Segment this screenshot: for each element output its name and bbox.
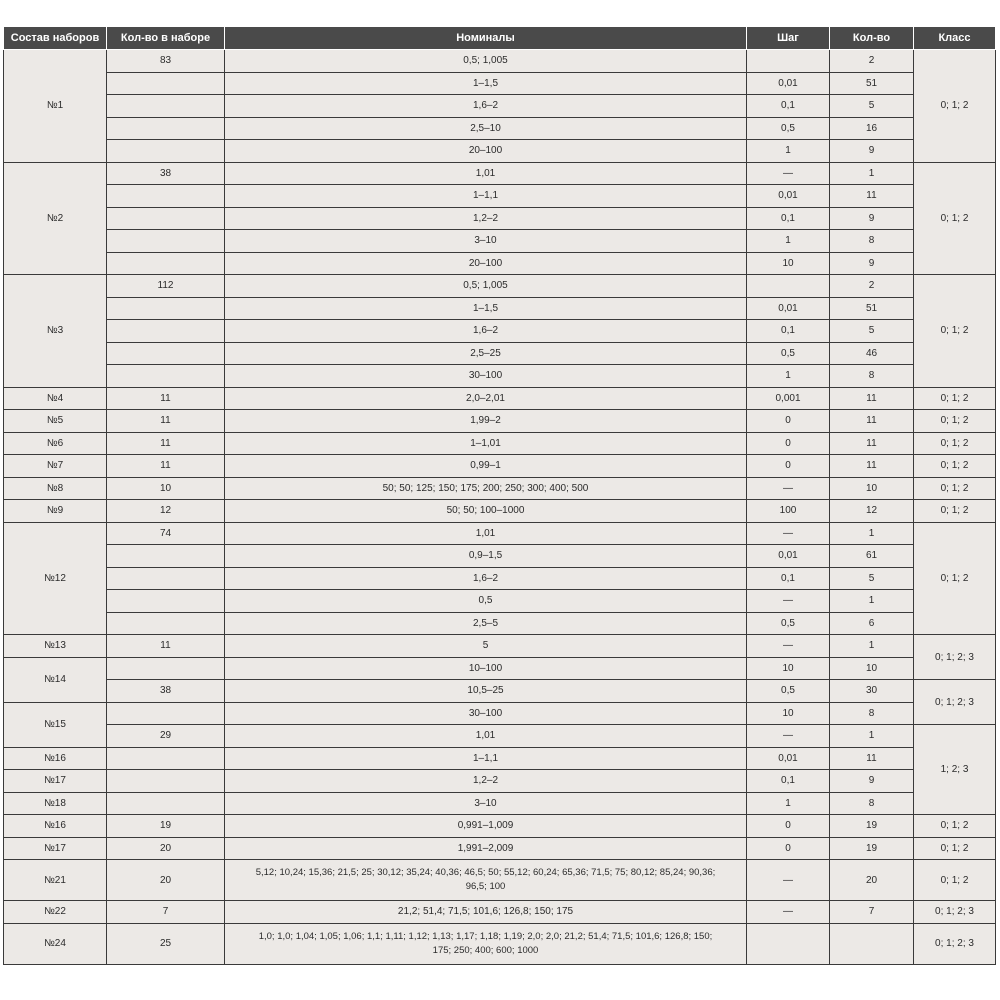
set-cell: №24 xyxy=(4,923,107,964)
set-cell: №14 xyxy=(4,657,107,702)
step-cell: 10 xyxy=(747,252,830,275)
nominal-cell: 50; 50; 125; 150; 175; 200; 250; 300; 400; 500 xyxy=(225,477,747,500)
step-cell: 0,5 xyxy=(747,680,830,703)
qty-cell xyxy=(107,747,225,770)
table-row xyxy=(4,252,996,275)
nominal-cell: 30–100 xyxy=(225,365,747,388)
step-cell: 0,1 xyxy=(747,770,830,793)
count-cell: 61 xyxy=(830,545,914,568)
class-cell: 0; 1; 2 xyxy=(914,455,996,478)
count-cell: 8 xyxy=(830,365,914,388)
qty-cell xyxy=(107,792,225,815)
header-step: Шаг xyxy=(747,27,830,50)
step-cell: — xyxy=(747,522,830,545)
step-cell: 0,5 xyxy=(747,117,830,140)
class-cell: 0; 1; 2; 3 xyxy=(914,923,996,964)
table-row xyxy=(4,72,996,95)
qty-cell: 29 xyxy=(107,725,225,748)
qty-cell: 19 xyxy=(107,815,225,838)
table-row xyxy=(4,545,996,568)
table-row xyxy=(4,162,996,185)
count-cell: 10 xyxy=(830,657,914,680)
nominal-cell: 30–100 xyxy=(225,702,747,725)
nominal-cell: 1,6–2 xyxy=(225,95,747,118)
qty-cell: 11 xyxy=(107,635,225,658)
set-cell: №4 xyxy=(4,387,107,410)
qty-cell xyxy=(107,185,225,208)
table-row xyxy=(4,455,996,478)
qty-cell: 11 xyxy=(107,432,225,455)
set-cell: №12 xyxy=(4,522,107,635)
table-row xyxy=(4,567,996,590)
nominal-cell: 0,5; 1,005 xyxy=(225,275,747,298)
count-cell: 16 xyxy=(830,117,914,140)
count-cell: 8 xyxy=(830,230,914,253)
table-row xyxy=(4,230,996,253)
header-count: Кол-во xyxy=(830,27,914,50)
count-cell: 1 xyxy=(830,635,914,658)
nominal-cell xyxy=(225,923,747,964)
class-cell: 0; 1; 2 xyxy=(914,815,996,838)
nominal-cell: 50; 50; 100–1000 xyxy=(225,500,747,523)
qty-cell xyxy=(107,657,225,680)
table-row xyxy=(4,702,996,725)
qty-cell: 83 xyxy=(107,50,225,73)
count-cell: 5 xyxy=(830,95,914,118)
class-cell: 0; 1; 2; 3 xyxy=(914,635,996,680)
table-row xyxy=(4,747,996,770)
nominal-cell: 1,6–2 xyxy=(225,320,747,343)
nominal-cell: 2,5–5 xyxy=(225,612,747,635)
step-cell: 1 xyxy=(747,230,830,253)
table-row xyxy=(4,725,996,748)
step-cell: — xyxy=(747,901,830,924)
count-cell: 1 xyxy=(830,162,914,185)
nominal-cell: 10–100 xyxy=(225,657,747,680)
table-row xyxy=(4,590,996,613)
count-cell: 8 xyxy=(830,792,914,815)
count-cell: 1 xyxy=(830,522,914,545)
qty-cell xyxy=(107,207,225,230)
count-cell: 9 xyxy=(830,207,914,230)
step-cell: 0,01 xyxy=(747,297,830,320)
class-cell: 0; 1; 2 xyxy=(914,162,996,275)
table-row xyxy=(4,297,996,320)
table-row xyxy=(4,50,996,73)
count-cell: 5 xyxy=(830,567,914,590)
nominal-cell xyxy=(225,860,747,901)
qty-cell: 112 xyxy=(107,275,225,298)
table-row xyxy=(4,387,996,410)
table-row xyxy=(4,95,996,118)
qty-cell: 20 xyxy=(107,837,225,860)
qty-cell xyxy=(107,297,225,320)
set-cell: №16 xyxy=(4,747,107,770)
count-cell: 9 xyxy=(830,770,914,793)
count-cell: 2 xyxy=(830,275,914,298)
nominal-cell: 1,99–2 xyxy=(225,410,747,433)
step-cell: 10 xyxy=(747,702,830,725)
step-cell xyxy=(747,923,830,964)
set-cell: №9 xyxy=(4,500,107,523)
nominal-line: 5,12; 10,24; 15,36; 21,5; 25; 30,12; 35,24; 40,36; 46,5; 50; 55,12; 60,24; 65,36; 71,5; 75; 80,12; 85,24; 90,36; xyxy=(255,867,716,878)
step-cell: 0 xyxy=(747,410,830,433)
table-row xyxy=(4,365,996,388)
set-cell: №18 xyxy=(4,792,107,815)
set-cell: №21 xyxy=(4,860,107,901)
count-cell: 51 xyxy=(830,72,914,95)
set-cell: №6 xyxy=(4,432,107,455)
class-cell: 0; 1; 2; 3 xyxy=(914,680,996,725)
step-cell: 0,5 xyxy=(747,342,830,365)
set-cell: №3 xyxy=(4,275,107,388)
set-cell: №2 xyxy=(4,162,107,275)
step-cell: 0 xyxy=(747,432,830,455)
count-cell: 11 xyxy=(830,387,914,410)
step-cell: 0,1 xyxy=(747,95,830,118)
table-row xyxy=(4,320,996,343)
count-cell: 6 xyxy=(830,612,914,635)
class-cell: 0; 1; 2 xyxy=(914,477,996,500)
table-row xyxy=(4,837,996,860)
step-cell: 0,01 xyxy=(747,747,830,770)
step-cell: 0,01 xyxy=(747,185,830,208)
qty-cell xyxy=(107,252,225,275)
qty-cell xyxy=(107,117,225,140)
count-cell: 2 xyxy=(830,50,914,73)
header-nominals: Номиналы xyxy=(225,27,747,50)
class-cell: 0; 1; 2 xyxy=(914,860,996,901)
qty-cell xyxy=(107,545,225,568)
nominal-cell: 1–1,5 xyxy=(225,297,747,320)
qty-cell xyxy=(107,567,225,590)
count-cell: 11 xyxy=(830,455,914,478)
step-cell: — xyxy=(747,477,830,500)
step-cell xyxy=(747,275,830,298)
nominal-cell: 3–10 xyxy=(225,792,747,815)
step-cell: 0,1 xyxy=(747,320,830,343)
nominal-cell: 20–100 xyxy=(225,252,747,275)
header-set: Состав наборов xyxy=(4,27,107,50)
qty-cell: 11 xyxy=(107,455,225,478)
set-cell: №15 xyxy=(4,702,107,747)
table-row xyxy=(4,477,996,500)
class-cell: 0; 1; 2; 3 xyxy=(914,901,996,924)
table-row xyxy=(4,657,996,680)
class-cell: 0; 1; 2 xyxy=(914,387,996,410)
nominal-cell: 5 xyxy=(225,635,747,658)
count-cell xyxy=(830,923,914,964)
set-cell: №22 xyxy=(4,901,107,924)
nominal-cell: 2,5–10 xyxy=(225,117,747,140)
nominal-cell: 0,991–1,009 xyxy=(225,815,747,838)
count-cell: 10 xyxy=(830,477,914,500)
qty-cell xyxy=(107,612,225,635)
class-cell: 0; 1; 2 xyxy=(914,50,996,163)
count-cell: 11 xyxy=(830,747,914,770)
table-row xyxy=(4,635,996,658)
count-cell: 46 xyxy=(830,342,914,365)
count-cell: 11 xyxy=(830,410,914,433)
step-cell: 1 xyxy=(747,792,830,815)
table-row xyxy=(4,612,996,635)
qty-cell: 25 xyxy=(107,923,225,964)
count-cell: 5 xyxy=(830,320,914,343)
table-row xyxy=(4,140,996,163)
step-cell xyxy=(747,50,830,73)
qty-cell xyxy=(107,702,225,725)
qty-cell: 74 xyxy=(107,522,225,545)
nominal-cell: 0,99–1 xyxy=(225,455,747,478)
step-cell: — xyxy=(747,162,830,185)
step-cell: — xyxy=(747,635,830,658)
nominal-cell: 1,01 xyxy=(225,725,747,748)
set-cell: №8 xyxy=(4,477,107,500)
step-cell: 0 xyxy=(747,815,830,838)
step-cell: 0,1 xyxy=(747,207,830,230)
nominal-line: 1,0; 1,0; 1,04; 1,05; 1,06; 1,1; 1,11; 1,12; 1,13; 1,17; 1,18; 1,19; 2,0; 2,0; 21,2; 51,4; 71,5; 101,6; 126,8; 150; xyxy=(258,930,713,942)
header-class: Класс xyxy=(914,27,996,50)
set-cell: №5 xyxy=(4,410,107,433)
class-cell: 0; 1; 2 xyxy=(914,275,996,388)
nominal-cell: 1,6–2 xyxy=(225,567,747,590)
table-row xyxy=(4,901,996,924)
table-row xyxy=(4,275,996,298)
nominal-cell: 0,5 xyxy=(225,590,747,613)
count-cell: 9 xyxy=(830,252,914,275)
set-cell: №1 xyxy=(4,50,107,163)
count-cell: 19 xyxy=(830,815,914,838)
qty-cell xyxy=(107,365,225,388)
count-cell: 9 xyxy=(830,140,914,163)
nominal-cell: 20–100 xyxy=(225,140,747,163)
step-cell: 0,01 xyxy=(747,545,830,568)
header-row xyxy=(4,27,996,50)
nominal-cell: 1–1,1 xyxy=(225,185,747,208)
class-cell: 0; 1; 2 xyxy=(914,522,996,635)
count-cell: 12 xyxy=(830,500,914,523)
nominal-cell: 0,9–1,5 xyxy=(225,545,747,568)
step-cell: 0,1 xyxy=(747,567,830,590)
set-cell: №13 xyxy=(4,635,107,658)
step-cell: — xyxy=(747,860,830,901)
step-cell: 0 xyxy=(747,455,830,478)
count-cell: 8 xyxy=(830,702,914,725)
count-cell: 20 xyxy=(830,860,914,901)
count-cell: 51 xyxy=(830,297,914,320)
qty-cell xyxy=(107,342,225,365)
table-row xyxy=(4,410,996,433)
count-cell: 30 xyxy=(830,680,914,703)
step-cell: — xyxy=(747,725,830,748)
step-cell: 0,001 xyxy=(747,387,830,410)
qty-cell xyxy=(107,95,225,118)
table-row xyxy=(4,792,996,815)
nominal-cell: 1–1,01 xyxy=(225,432,747,455)
nominal-cell: 0,5; 1,005 xyxy=(225,50,747,73)
qty-cell xyxy=(107,590,225,613)
set-cell: №17 xyxy=(4,770,107,793)
qty-cell: 7 xyxy=(107,901,225,924)
class-cell: 0; 1; 2 xyxy=(914,432,996,455)
qty-cell xyxy=(107,230,225,253)
count-cell: 7 xyxy=(830,901,914,924)
qty-cell xyxy=(107,770,225,793)
qty-cell: 11 xyxy=(107,387,225,410)
nominal-cell: 1,2–2 xyxy=(225,207,747,230)
qty-cell xyxy=(107,140,225,163)
table-row xyxy=(4,770,996,793)
weights-sets-table xyxy=(3,26,996,965)
nominal-cell: 1,01 xyxy=(225,162,747,185)
step-cell: 100 xyxy=(747,500,830,523)
qty-cell: 12 xyxy=(107,500,225,523)
nominal-cell: 2,0–2,01 xyxy=(225,387,747,410)
nominal-cell: 21,2; 51,4; 71,5; 101,6; 126,8; 150; 175 xyxy=(225,901,747,924)
table-row xyxy=(4,522,996,545)
table-row xyxy=(4,207,996,230)
count-cell: 1 xyxy=(830,590,914,613)
qty-cell xyxy=(107,72,225,95)
count-cell: 1 xyxy=(830,725,914,748)
table-row xyxy=(4,117,996,140)
nominal-cell: 3–10 xyxy=(225,230,747,253)
table-row xyxy=(4,432,996,455)
nominal-cell: 1,2–2 xyxy=(225,770,747,793)
qty-cell: 38 xyxy=(107,680,225,703)
qty-cell xyxy=(107,320,225,343)
nominal-line: 175; 250; 400; 600; 1000 xyxy=(432,944,539,956)
table-row xyxy=(4,923,996,964)
class-cell: 1; 2; 3 xyxy=(914,725,996,815)
class-cell: 0; 1; 2 xyxy=(914,410,996,433)
table-row xyxy=(4,815,996,838)
table-row xyxy=(4,680,996,703)
nominal-cell: 1–1,5 xyxy=(225,72,747,95)
nominal-cell: 2,5–25 xyxy=(225,342,747,365)
class-cell: 0; 1; 2 xyxy=(914,837,996,860)
table-row xyxy=(4,860,996,901)
step-cell: 1 xyxy=(747,140,830,163)
step-cell: — xyxy=(747,590,830,613)
count-cell: 19 xyxy=(830,837,914,860)
qty-cell: 10 xyxy=(107,477,225,500)
qty-cell: 38 xyxy=(107,162,225,185)
nominal-cell: 1,991–2,009 xyxy=(225,837,747,860)
qty-cell: 20 xyxy=(107,860,225,901)
step-cell: 0,01 xyxy=(747,72,830,95)
step-cell: 0 xyxy=(747,837,830,860)
step-cell: 10 xyxy=(747,657,830,680)
table-row xyxy=(4,342,996,365)
step-cell: 1 xyxy=(747,365,830,388)
set-cell: №16 xyxy=(4,815,107,838)
nominal-cell: 1,01 xyxy=(225,522,747,545)
count-cell: 11 xyxy=(830,432,914,455)
count-cell: 11 xyxy=(830,185,914,208)
header-qty-in-set: Кол-во в наборе xyxy=(107,27,225,50)
class-cell: 0; 1; 2 xyxy=(914,500,996,523)
nominal-cell: 10,5–25 xyxy=(225,680,747,703)
nominal-cell: 1–1,1 xyxy=(225,747,747,770)
set-cell: №7 xyxy=(4,455,107,478)
step-cell: 0,5 xyxy=(747,612,830,635)
table-row xyxy=(4,500,996,523)
table-wrapper xyxy=(3,26,996,965)
nominal-line: 96,5; 100 xyxy=(465,881,506,892)
qty-cell: 11 xyxy=(107,410,225,433)
set-cell: №17 xyxy=(4,837,107,860)
table-row xyxy=(4,185,996,208)
